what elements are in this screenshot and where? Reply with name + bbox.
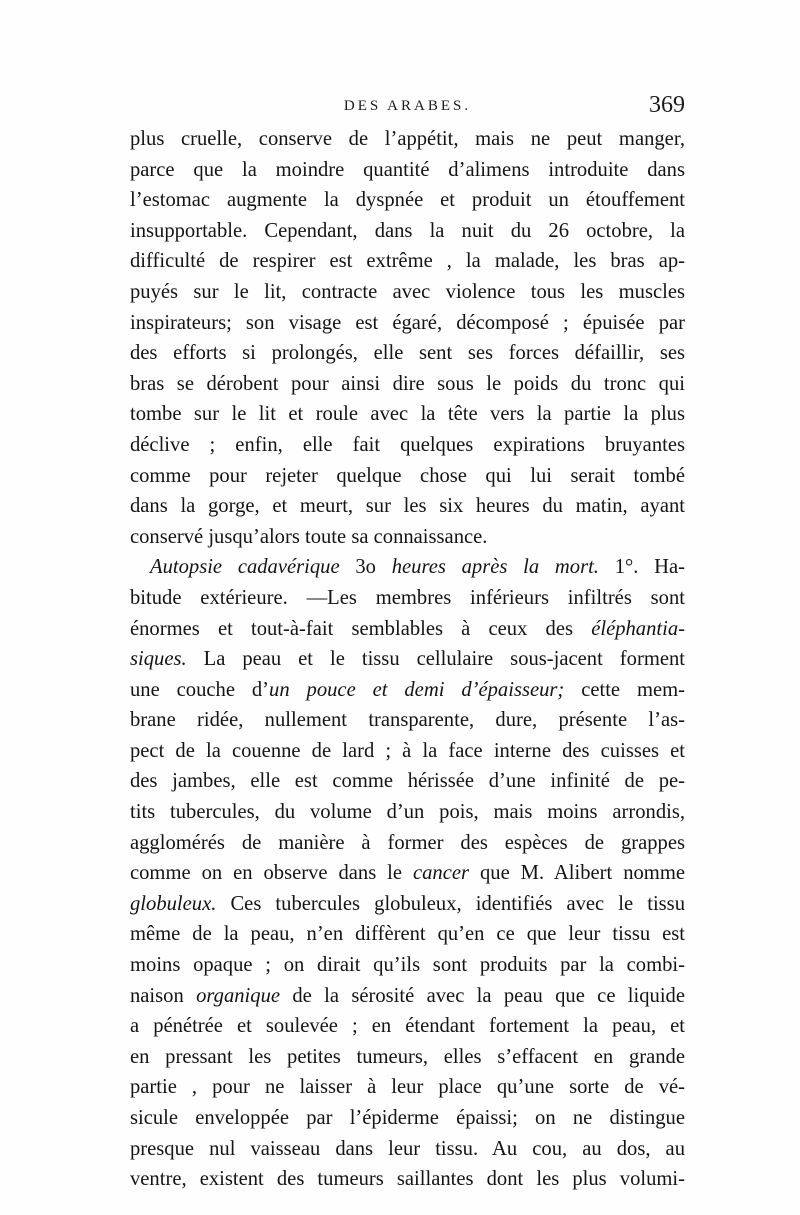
italic-text: globuleux. — [130, 892, 217, 915]
text-line: l’estomac augmente la dyspnée et produit un étouffement — [130, 189, 685, 212]
text-line — [130, 614, 685, 645]
text-segment: naison — [130, 984, 197, 1007]
page-number: 369 — [649, 92, 685, 118]
italic-text: cancer — [413, 862, 470, 885]
text-line — [130, 644, 685, 675]
text-line: pect de la couenne de lard ; à la face interne des cuisses et — [130, 739, 685, 762]
italic-text: heures après la mort. — [391, 556, 599, 579]
text-line: des jambes, elle est comme hérissée d’une infinité de pe- — [130, 770, 685, 793]
text-line: des efforts si prolongés, elle sent ses forces défaillir, ses — [130, 342, 685, 365]
text-segment: comme on en observe dans le — [130, 862, 413, 885]
text-line: même de la peau, n’en diffèrent qu’en ce que leur tissu est — [130, 923, 685, 946]
text-line: agglomérés de manière à former des espèces de grappes — [130, 831, 685, 854]
text-line: ventre, existent des tumeurs saillantes dont les plus volumi- — [130, 1168, 685, 1191]
text-segment: La peau et le tissu cellulaire sous-jacent forment — [186, 648, 685, 671]
text-line: dans la gorge, et meurt, sur les six heures du matin, ayant — [130, 495, 685, 518]
italic-text: un pouce et demi d’épaisseur; — [269, 678, 565, 701]
body-text — [130, 124, 685, 1195]
text-segment: que M. Alibert nomme — [469, 862, 685, 885]
text-segment: 1°. Ha- — [598, 556, 685, 579]
text-line: insupportable. Cependant, dans la nuit du 26 octobre, la — [130, 219, 685, 242]
italic-text: éléphantia- — [591, 617, 685, 640]
text-line: tits tubercules, du volume d’un pois, mais moins arrondis, — [130, 801, 685, 824]
text-line: sicule enveloppée par l’épiderme épaissi; on ne distingue — [130, 1107, 685, 1129]
text-line: comme pour rejeter quelque chose qui lui serait tombé — [130, 464, 685, 487]
text-line: en pressant les petites tumeurs, elles s’effacent en grande — [130, 1045, 685, 1068]
text-line: presque nul vaisseau dans leur tissu. Au cou, au dos, au — [130, 1137, 685, 1160]
text-line: brane ridée, nullement transparente, dure, présente l’as- — [130, 709, 685, 732]
text-line: bitude extérieure. —Les membres inférieurs infiltrés sont — [130, 586, 685, 609]
text-line: puyés sur le lit, contracte avec violence tous les muscles — [130, 280, 685, 303]
text-line: bras se dérobent pour ainsi dire sous le poids du tronc qui — [130, 372, 685, 395]
text-line: moins opaque ; on dirait qu’ils sont produits par la combi- — [130, 954, 685, 977]
text-segment: cette mem- — [564, 678, 685, 701]
text-segment: Ces tubercules globuleux, identifiés avec le tissu — [216, 892, 685, 915]
text-line: déclive ; enfin, elle fait quelques expirations bruyantes — [130, 433, 685, 456]
text-line: tombe sur le lit et roule avec la tête vers la partie la plus — [130, 403, 685, 426]
text-segment: énormes et tout-à-fait semblables à ceux des — [130, 617, 592, 640]
italic-text: organique — [196, 984, 281, 1007]
text-segment: de la sérosité avec la peau que ce liquide — [280, 984, 685, 1007]
text-line — [130, 981, 685, 1012]
italic-text: siques. — [130, 648, 187, 671]
text-segment: 3o — [339, 556, 392, 579]
text-line: a pénétrée et soulevée ; en étendant fortement la peau, et — [130, 1015, 685, 1038]
text-segment: une couche d’ — [130, 678, 270, 701]
italic-text: Autopsie cadavérique — [150, 556, 340, 579]
text-line: conservé jusqu’alors toute sa connaissance. — [130, 525, 488, 548]
page-header — [130, 92, 685, 124]
text-line: parce que la moindre quantité d’alimens introduite dans — [130, 158, 685, 181]
text-line — [130, 675, 685, 706]
text-line: difficulté de respirer est extrême , la malade, les bras ap- — [130, 250, 685, 273]
text-line: partie , pour ne laisser à leur place qu’une sorte de vé- — [130, 1076, 685, 1099]
text-line — [130, 889, 685, 920]
text-line — [130, 858, 685, 889]
text-line: plus cruelle, conserve de l’appétit, mais ne peut manger, — [130, 128, 685, 150]
text-line — [130, 552, 685, 583]
running-head: DES ARABES. — [343, 98, 472, 114]
text-line: inspirateurs; son visage est égaré, décomposé ; épuisée par — [130, 311, 685, 334]
